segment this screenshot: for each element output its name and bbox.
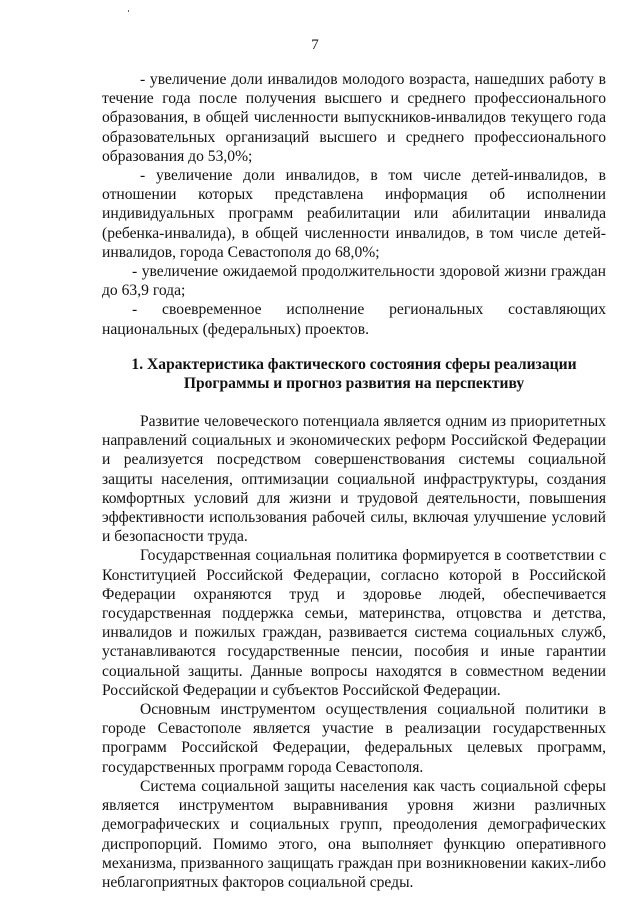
paragraph: Развитие человеческого потенциала является одним из приоритетных направлений социальных и экономических реформ Российской Федерации и реализуется посредством совершенствования системы социальной защиты населения, оптимизации социальной инфраструктуры, создания комфортных условий для жизни и трудовой деятельности, повышения эффективности использования рабочей силы, включая улучшение условий и безопасности труда. — [102, 413, 606, 546]
section-heading — [102, 355, 606, 394]
list-item: - увеличение ожидаемой продолжительности здоровой жизни граждан до 63,9 года; — [102, 263, 606, 300]
document-body — [102, 70, 606, 892]
section-heading-line: 1. Характеристика фактического состояния сферы реализации — [131, 355, 577, 373]
page-number: 7 — [311, 37, 319, 53]
list-item: - увеличение доли инвалидов, в том числе детей-инвалидов, в отношении которых представлена информация об исполнении индивидуальных программ реабилитации или абилитации инвалида (ребенка-инвалида), в общей численности инвалидов, в том числе детей-инвалидов, города Севастополя до 68,0%; — [102, 167, 606, 261]
paragraph: Основным инструментом осуществления социальной политики в городе Севастополе является участие в реализации государственных программ Российской Федерации, федеральных целевых программ, государственных программ города Севастополя. — [102, 701, 606, 776]
paragraph: Система социальной защиты населения как часть социальной сферы является инструментом выравнивания уровня жизни различных демографических и социальных групп, преодоления демографических диспропорций. Помимо этого, она выполняет функцию оперативного механизма, призванного защищать граждан при возникновении каких-либо неблагоприятных факторов социальной среды. — [102, 777, 606, 891]
section-heading-line: Программы и прогноз развития на перспективу — [183, 375, 525, 393]
scan-speck — [128, 10, 129, 12]
paragraph: Государственная социальная политика формируется в соответствии с Конституцией Российской Федерации, согласно которой в Российской Федерации охраняются труд и здоровье людей, обеспечивается государственная поддержка семьи, материнства, отцовства и детства, инвалидов и пожилых граждан, развивается система социальных служб, устанавливаются государственные пенсии, пособия и иные гарантии социальной защиты. Данные вопросы находятся в совместном ведении Российской Федерации и субъектов Российской Федерации. — [102, 547, 606, 699]
list-item: - увеличение доли инвалидов молодого возраста, нашедших работу в течение года после получения высшего и среднего профессионального образования, в общей численности выпускников-инвалидов текущего года образовательных организаций высшего и среднего профессионального образования до 53,0%; — [102, 71, 606, 165]
list-item: - своевременное исполнение региональных составляющих национальных (федеральных) проектов. — [102, 301, 606, 338]
